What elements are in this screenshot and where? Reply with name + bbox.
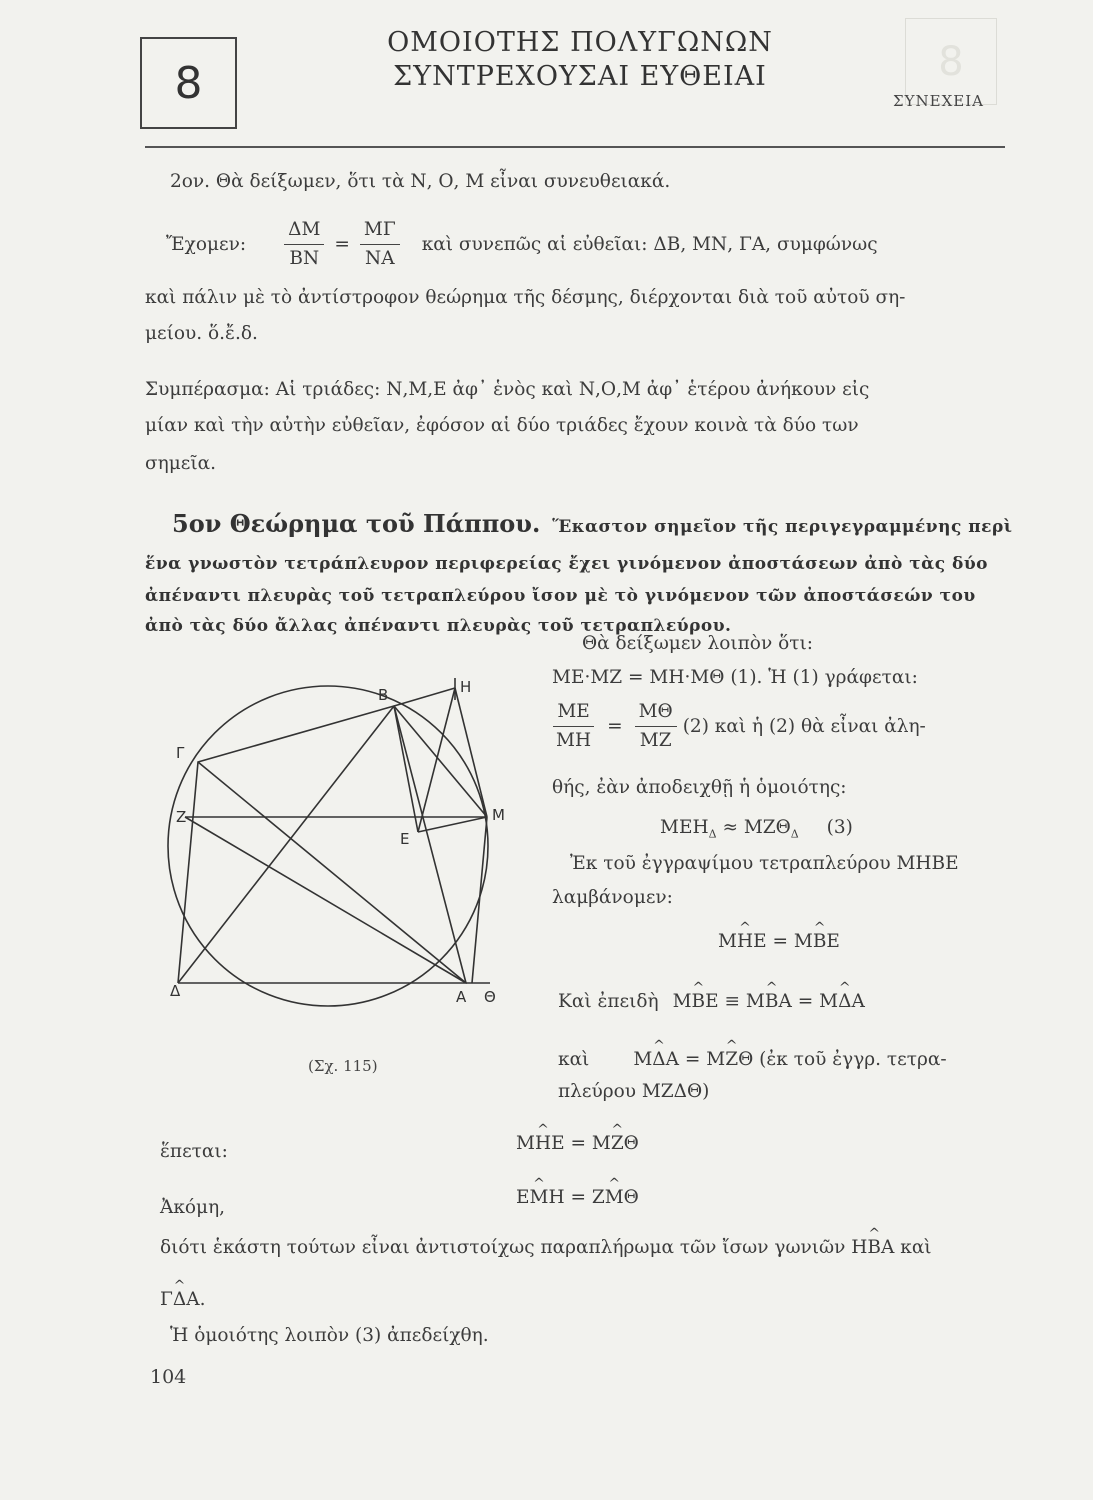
eq-hat: ^ Η <box>535 1132 551 1156</box>
fraction-denominator: ΒΝ <box>289 248 320 269</box>
proof-ratio-line <box>552 700 926 753</box>
eq-hat: ^ Β <box>692 990 706 1014</box>
equals-sign: = <box>607 715 623 737</box>
quadrilateral <box>178 706 466 983</box>
fraction-numerator: ΜΓ <box>360 218 400 245</box>
eq-part: Α καὶ <box>881 1237 932 1258</box>
label-m: Μ <box>492 806 505 824</box>
eq-part: Μ <box>718 931 737 952</box>
eq-hat: ^ Δ <box>838 990 851 1014</box>
eq-hat: ^ Ζ <box>611 1132 624 1156</box>
proof-fraction-1 <box>552 700 595 753</box>
eq-part: διότι ἑκάστη τούτων εἶναι ἀντιστοίχως παραπλήρωμα τῶν ἴσων γωνιῶν <box>160 1237 846 1258</box>
chapter-title <box>330 26 830 94</box>
eq-part: Μ <box>672 991 692 1012</box>
chapter-title-line2: ΣΥΝΤΡΕΧΟΥΣΑΙ ΕΥΘΕΙΑΙ <box>393 61 767 92</box>
proof-line6: Ἐκ τοῦ ἐγγραψίμου τετραπλεύρου ΜΗΒΕ <box>570 853 959 874</box>
eq-part: Ε = Μ <box>753 931 813 952</box>
proof-ratio-after: (2) καὶ ἡ (2) θὰ εἶναι ἀλη- <box>682 715 926 737</box>
eq-part: Ε <box>516 1187 530 1208</box>
label-g: Γ <box>176 744 185 762</box>
eq-hat: ^ Δ <box>173 1288 186 1312</box>
header-rule <box>145 146 1005 148</box>
segment-he <box>418 688 455 832</box>
proof-line2: ΜΕ·ΜΖ = ΜΗ·ΜΘ (1). Ἡ (1) γράφεται: <box>552 667 918 688</box>
label-d: Δ <box>170 982 181 1000</box>
circumcircle <box>168 686 488 1006</box>
equation-mhe-mzth <box>516 1132 639 1156</box>
eq-part: Θ <box>623 1187 639 1208</box>
proof-line1: Θὰ δείξωμεν λοιπὸν ὅτι: <box>582 633 813 654</box>
fraction-denominator: ΜΖ <box>639 730 672 751</box>
eq-part: καὶ <box>558 1049 590 1070</box>
part2-after-fraction: καὶ συνεπῶς αἱ εὐθεῖαι: ΔΒ, ΜΝ, ΓΑ, συμφώνως <box>421 233 878 255</box>
eq-part: Ε = Μ <box>551 1133 611 1154</box>
segment-be <box>394 706 418 832</box>
final-line: Ἡ ὁμοιότης λοιπὸν (3) ἀπεδείχθη. <box>170 1325 489 1346</box>
label-z: Ζ <box>176 808 187 826</box>
eq-part: Μ <box>516 1133 535 1154</box>
page-number: 104 <box>150 1366 187 1388</box>
segment-za <box>185 817 466 983</box>
conclusion-line1: Συμπέρασμα: Αἱ τριάδες: Ν,Μ,Ε ἀφ᾽ ἑνὸς καὶ Ν,Ο,Μ ἀφ᾽ ἑτέρου ἀνήκουν εἰς <box>145 379 870 400</box>
diagonal-db <box>178 706 394 983</box>
equation-mbe-mba <box>558 990 865 1014</box>
eq-part: Α = Μ <box>778 991 839 1012</box>
eq-hat: ^ Μ <box>530 1186 549 1210</box>
ratio-fraction-1 <box>284 218 324 271</box>
theorem-line2: ἕνα γνωστὸν τετράπλευρον περιφερείας ἔχει γινόμενον ἀποστάσεων ἀπὸ τὰς δύο <box>145 554 988 574</box>
part2-ratio-line <box>166 218 878 271</box>
ghost-chapter-number: 8 <box>938 38 964 85</box>
eq-hat: ^ Δ <box>652 1048 665 1072</box>
fraction-numerator: ΜΕ <box>553 700 593 727</box>
part2-line1: 2ον. Θὰ δείξωμεν, ὅτι τὰ Ν, Ο, Μ εἶναι συνευθειακά. <box>170 171 671 192</box>
proof-line4: θής, ἐὰν ἀποδειχθῇ ἡ ὁμοιότης: <box>552 777 847 798</box>
eq-part: Ε ≡ Μ <box>705 991 765 1012</box>
conclusion-line2: μίαν καὶ τὴν αὐτὴν εὐθεῖαν, ἐφόσον αἱ δύο τριάδες ἔχουν κοινὰ τὰ δύο των <box>145 415 859 436</box>
dioti-line <box>160 1236 932 1260</box>
figure-caption: (Σχ. 115) <box>308 1057 378 1075</box>
part2-line4: μείου. ὅ.ἔ.δ. <box>145 323 258 344</box>
fraction-denominator: ΜΗ <box>556 730 592 751</box>
eq-hat: ^ Β <box>867 1236 881 1260</box>
theorem-title: 5ον Θεώρημα τοῦ Πάππου. <box>172 509 541 538</box>
echomen-label: Ἔχομεν: <box>166 233 247 255</box>
continuation-label: ΣΥΝΕΧΕΙΑ <box>893 92 984 110</box>
eq-part: Η <box>851 1237 868 1258</box>
eq-part: Καὶ ἐπειδὴ <box>558 991 659 1012</box>
label-th: Θ <box>484 988 496 1006</box>
triangle-meh: ΜΕΗ <box>660 817 709 838</box>
eq-part: Α <box>851 991 865 1012</box>
theorem-line3: ἀπέναντι πλευρὰς τοῦ τετραπλεύρου ἴσον μὲ τὸ γινόμενον τῶν ἀποστάσεών του <box>145 586 976 606</box>
label-e: Ε <box>400 830 410 848</box>
ratio-fraction-2 <box>360 218 400 271</box>
similar-mzth: ≈ ΜΖΘ <box>722 817 791 838</box>
proof-similarity <box>660 816 853 847</box>
eq-part: Γ <box>160 1289 173 1310</box>
equals-sign: = <box>334 233 350 255</box>
segment-em <box>418 817 487 832</box>
equation-mda-mzth <box>558 1048 947 1072</box>
triangle-sub: Δ <box>790 827 799 841</box>
gda-line <box>160 1288 205 1312</box>
conclusion-line3: σημεῖα. <box>145 453 216 474</box>
proof-fraction-2 <box>635 700 677 753</box>
diagonal-ga <box>198 762 466 983</box>
fraction-numerator: ΔΜ <box>284 218 324 245</box>
segment-bh <box>394 688 455 706</box>
label-a: Α <box>456 988 467 1006</box>
eq-part: Η = Ζ <box>548 1187 605 1208</box>
fraction-numerator: ΜΘ <box>635 700 677 727</box>
fraction-denominator: ΝΑ <box>365 248 395 269</box>
akomi-label: Ἀκόμη, <box>160 1197 226 1218</box>
eq-part: Μ <box>633 1049 653 1070</box>
eq-part: Ε <box>826 931 840 952</box>
eq-hat: ^ Η <box>737 930 753 954</box>
triangle-sub: Δ <box>708 827 717 841</box>
chapter-number-box <box>140 37 237 129</box>
eq-part: Α. <box>186 1289 206 1310</box>
label-b: Β <box>378 686 389 704</box>
proof-line7: λαμβάνομεν: <box>552 887 673 908</box>
eq-hat: ^ Μ <box>605 1186 624 1210</box>
eq-hat: ^ Β <box>813 930 827 954</box>
equation-mhe-mbe <box>718 930 840 954</box>
equation-number: (3) <box>826 817 853 838</box>
theorem-line1: Ἕκαστον σημεῖον τῆς περιγεγραμμένης περὶ <box>552 517 1013 537</box>
segment-mth <box>472 817 487 983</box>
equation-mda-line2: πλεύρου ΜΖΔΘ) <box>558 1081 710 1102</box>
eq-hat: ^ Ζ <box>725 1048 738 1072</box>
eq-part: Α = Μ <box>665 1049 726 1070</box>
part2-line3: καὶ πάλιν μὲ τὸ ἀντίστροφον θεώρημα τῆς δέσμης, διέρχονται διὰ τοῦ αὐτοῦ ση- <box>145 287 906 308</box>
chapter-title-line1: ΟΜΟΙΟΤΗΣ ΠΟΛΥΓΩΝΩΝ <box>387 27 773 58</box>
theorem-line1-row <box>172 509 1013 539</box>
label-h: Η <box>460 678 472 696</box>
eq-part: Θ (ἐκ τοῦ ἐγγρ. τετρα- <box>738 1049 947 1070</box>
eq-hat: ^ Β <box>765 990 779 1014</box>
theorem-line4: ἀπὸ τὰς δύο ἄλλας ἀπέναντι πλευρὰς τοῦ τετραπλεύρου. <box>145 616 732 636</box>
chapter-number: 8 <box>174 57 203 109</box>
eq-part: Θ <box>623 1133 639 1154</box>
epetai-label: ἕπεται: <box>160 1141 228 1162</box>
figure-115 <box>150 660 550 1090</box>
equation-emh-zmth <box>516 1186 639 1210</box>
